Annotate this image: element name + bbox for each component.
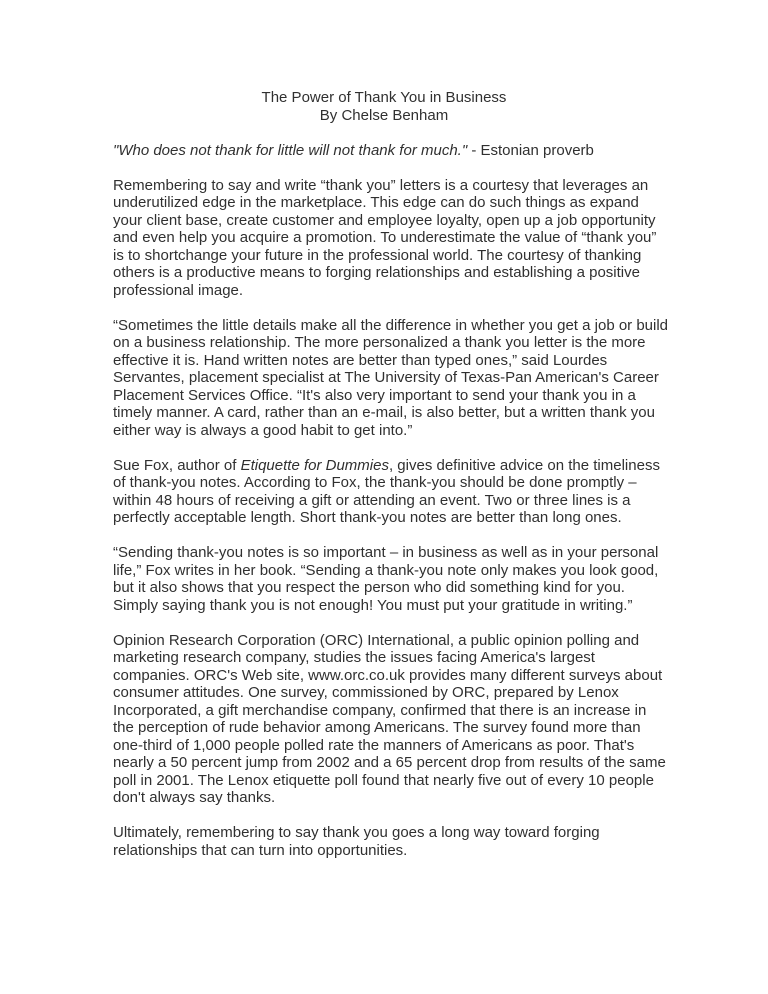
- paragraph-text: Opinion Research Corporation (ORC) International, a public opinion polling and marketing research company, studies the issues facing America's largest companies. ORC's Web site, www.orc.co.uk provides many different surveys about consumer attitudes. One survey, commissioned by ORC, prepared by Lenox Incorporated, a gift merchandise company, confirmed that there is an increase in the perception of rude behavior among Americans. The survey found more than one-third of 1,000 people polled rate the manners of Americans as poor. That's nearly a 50 percent jump from 2002 and a 65 percent drop from results of the same poll in 2001. The Lenox etiquette poll found that nearly five out of every 10 people don't always say thanks.: [113, 631, 666, 806]
- document-body: [113, 142, 671, 860]
- paragraph: [113, 317, 671, 440]
- paragraph-text: “Sometimes the little details make all the difference in whether you get a job or build on a business relationship. The more personalized a thank you letter is the more effective it is. Hand written notes are better than typed ones,” said Lourdes Servantes, placement specialist at The University of Texas-Pan American's Career Placement Services Office. “It's also very important to send your thank you in a timely manner. A card, rather than an e-mail, is also better, but a written thank you either way is always a good habit to get into.”: [113, 316, 669, 439]
- paragraph: [113, 632, 671, 807]
- epigraph: [113, 142, 671, 160]
- epigraph-quote: "Who does not thank for little will not thank for much.": [113, 141, 468, 159]
- paragraph: [113, 457, 671, 527]
- paragraph: [113, 824, 671, 859]
- paragraph-text: Remembering to say and write “thank you” letters is a courtesy that leverages an underutilized edge in the marketplace. This edge can do such things as expand your client base, create customer and employee loyalty, open up a job opportunity and even help you acquire a promotion. To underestimate the value of “thank you” is to shortchange your future in the professional world. The courtesy of thanking others is a productive means to forging relationships and establishing a positive professional image.: [113, 176, 657, 299]
- paragraph-text: Sue Fox, author of: [113, 456, 241, 474]
- paragraph-text: “Sending thank-you notes is so important – in business as well as in your personal life,” Fox writes in her book. “Sending a thank-you note only makes you look good, but it also shows that you respect the person who did something kind for you. Simply saying thank you is not enough! You must put your gratitude in writing.”: [113, 544, 659, 614]
- paragraph: [113, 177, 671, 300]
- paragraph: [113, 544, 671, 614]
- paragraph-text-italic: Etiquette for Dummies: [240, 456, 389, 474]
- epigraph-attribution: - Estonian proverb: [467, 141, 594, 159]
- paragraph-text: , gives definitive advice on the timeliness of thank-you notes. According to Fox, the thank-you should be done promptly – within 48 hours of receiving a gift or attending an event. Two or three lines is a perfectly acceptable length. Short thank-you notes are better than long ones.: [113, 456, 660, 526]
- document-title: The Power of Thank You in Business: [261, 89, 507, 106]
- paragraphs-container: [113, 177, 671, 860]
- document-byline: By Chelse Benham: [319, 106, 449, 124]
- document-title-block: [0, 89, 768, 124]
- paragraph-text: Ultimately, remembering to say thank you goes a long way toward forging relationships that can turn into opportunities.: [113, 824, 600, 859]
